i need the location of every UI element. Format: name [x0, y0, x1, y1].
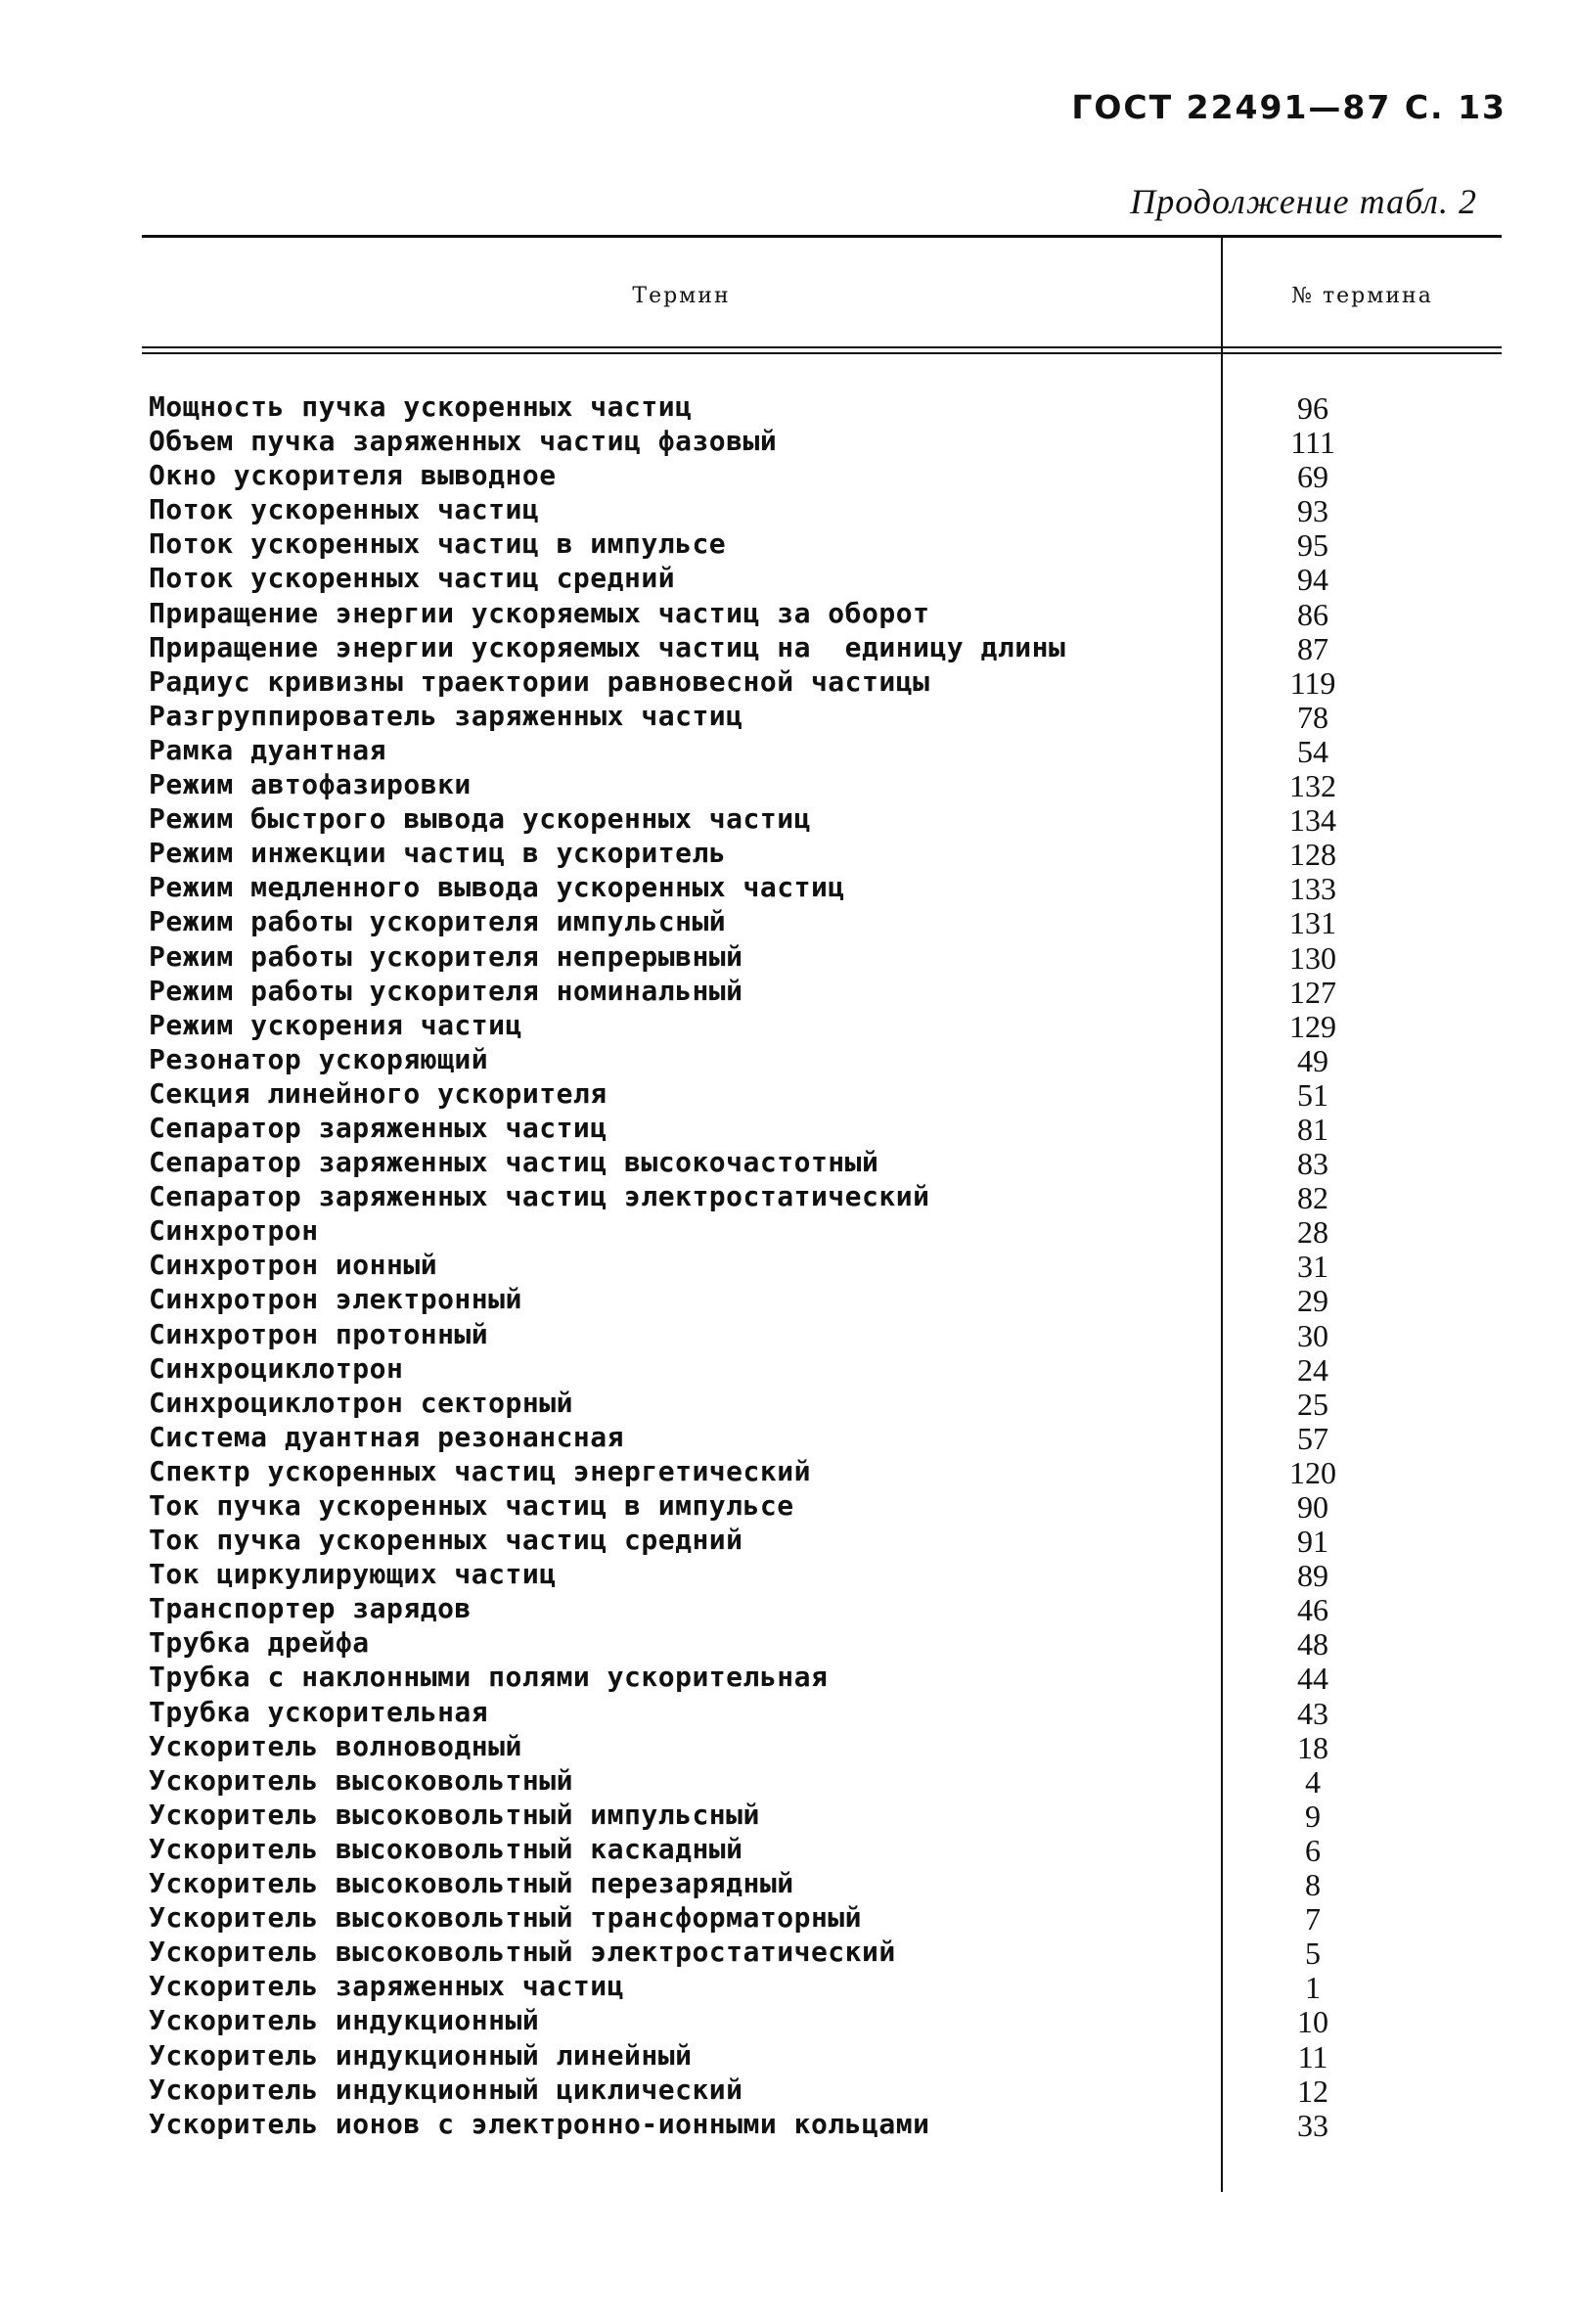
term-number: 57 — [1297, 1420, 1328, 1456]
term-text: Сепаратор заряженных частиц электростатический — [149, 1180, 930, 1213]
term-text: Ускоритель индукционный линейный — [149, 2038, 693, 2072]
table-row — [149, 1488, 1499, 1523]
term-number: 43 — [1297, 1695, 1328, 1731]
term-number: 89 — [1297, 1558, 1328, 1594]
table-row — [149, 1660, 1499, 1697]
term-number: 51 — [1297, 1076, 1328, 1113]
term-text: Ускоритель индукционный циклический — [149, 2073, 743, 2106]
term-number: 33 — [1297, 2107, 1328, 2143]
term-number: 93 — [1297, 493, 1328, 529]
term-number: 95 — [1297, 527, 1328, 564]
term-number: 24 — [1297, 1351, 1328, 1388]
term-text: Ускоритель высоковольтный перезарядный — [149, 1867, 794, 1900]
term-number: 129 — [1289, 1008, 1336, 1044]
term-number: 44 — [1297, 1661, 1328, 1697]
table-row — [149, 2003, 1499, 2040]
term-number: 46 — [1297, 1592, 1328, 1628]
table-row — [149, 1386, 1499, 1420]
term-text: Ускоритель ионов с электронно-ионными кольцами — [149, 2107, 930, 2140]
table-row — [149, 2073, 1499, 2107]
term-text: Синхротрон электронный — [149, 1283, 522, 1316]
table-row — [149, 492, 1499, 529]
table-row — [149, 1076, 1499, 1111]
term-text: Ускоритель индукционный — [149, 2004, 540, 2037]
table-row — [149, 2038, 1499, 2073]
term-number: 30 — [1297, 1317, 1328, 1353]
term-text: Сепаратор заряженных частиц — [149, 1111, 608, 1144]
table-row — [149, 1420, 1499, 1454]
term-number: 18 — [1297, 1729, 1328, 1765]
term-number: 120 — [1289, 1454, 1336, 1490]
term-number: 90 — [1297, 1489, 1328, 1525]
term-text: Режим быстрого вывода ускоренных частиц — [149, 802, 811, 836]
table-row — [149, 1557, 1499, 1594]
table-row — [149, 596, 1499, 630]
table-row — [149, 2107, 1499, 2141]
term-text: Режим работы ускорителя импульсный — [149, 905, 727, 938]
table-row — [149, 1625, 1499, 1663]
term-number: 11 — [1297, 2038, 1328, 2074]
term-text: Рамка дуантная — [149, 733, 387, 766]
term-number: 119 — [1289, 664, 1336, 701]
term-text: Радиус кривизны траектории равновесной частицы — [149, 664, 930, 698]
table-row — [149, 870, 1499, 907]
table-row — [149, 1729, 1499, 1763]
table-row — [149, 1317, 1499, 1351]
term-text: Режим автофазировки — [149, 768, 472, 801]
table-row — [149, 1213, 1499, 1251]
term-number: 9 — [1305, 1798, 1321, 1834]
table-row — [149, 1111, 1499, 1145]
term-text: Синхротрон ионный — [149, 1249, 438, 1282]
term-text: Поток ускоренных частиц — [149, 493, 540, 526]
term-number: 54 — [1297, 733, 1328, 769]
table-row — [149, 1935, 1499, 1972]
term-text: Ток циркулирующих частиц — [149, 1558, 557, 1591]
term-number: 6 — [1305, 1832, 1321, 1868]
table-row — [149, 526, 1499, 564]
term-text: Синхротрон — [149, 1214, 319, 1248]
table-row — [149, 939, 1499, 974]
term-text: Ускоритель волноводный — [149, 1729, 522, 1762]
term-number: 5 — [1305, 1936, 1321, 1972]
table-row — [149, 1900, 1499, 1935]
table-row — [149, 767, 1499, 804]
term-text: Режим инжекции частиц в ускоритель — [149, 837, 727, 870]
term-text: Приращение энергии ускоряемых частиц за оборот — [149, 596, 930, 629]
table-row — [149, 424, 1499, 461]
table-row — [149, 904, 1499, 941]
term-number: 94 — [1297, 562, 1328, 598]
term-number: 132 — [1289, 768, 1336, 804]
term-number: 131 — [1289, 905, 1336, 941]
table-row — [149, 1695, 1499, 1729]
term-number: 82 — [1297, 1180, 1328, 1216]
table-row — [149, 1351, 1499, 1386]
table-row — [149, 561, 1499, 598]
term-number: 87 — [1297, 630, 1328, 666]
term-text: Ускоритель высоковольтный импульсный — [149, 1798, 760, 1831]
term-text: Режим медленного вывода ускоренных частиц — [149, 871, 845, 904]
term-number: 96 — [1297, 390, 1328, 426]
table-row — [149, 458, 1499, 495]
header-double-rule — [142, 346, 1502, 354]
term-number: 28 — [1297, 1214, 1328, 1251]
term-text: Транспортер зарядов — [149, 1592, 472, 1625]
term-number: 1 — [1305, 1970, 1321, 2006]
table-row — [149, 1763, 1499, 1798]
table-row — [149, 1969, 1499, 2006]
term-text: Объем пучка заряженных частиц фазовый — [149, 425, 778, 458]
table-row — [149, 1248, 1499, 1285]
term-number: 25 — [1297, 1386, 1328, 1422]
term-text: Приращение энергии ускоряемых частиц на единицу длины — [149, 630, 1066, 663]
term-text: Трубка ускорительная — [149, 1695, 489, 1728]
table-row — [149, 664, 1499, 699]
term-text: Ускоритель высоковольтный трансформаторный — [149, 1901, 863, 1935]
table-row — [149, 1591, 1499, 1628]
term-text: Мощность пучка ускоренных частиц — [149, 390, 693, 423]
term-text: Окно ускорителя выводное — [149, 459, 557, 492]
term-text: Режим ускорения частиц — [149, 1008, 522, 1041]
term-number: 81 — [1297, 1111, 1328, 1147]
table-row — [149, 1042, 1499, 1076]
term-text: Секция линейного ускорителя — [149, 1076, 608, 1110]
term-text: Спектр ускоренных частиц энергетический — [149, 1454, 811, 1487]
term-text: Система дуантная резонансная — [149, 1420, 625, 1453]
table-row — [149, 1798, 1499, 1832]
term-number: 133 — [1289, 871, 1336, 907]
term-text: Синхротрон протонный — [149, 1317, 489, 1350]
term-text: Трубка дрейфа — [149, 1626, 370, 1660]
table-continuation-label: Продолжение табл. 2 — [1130, 182, 1477, 221]
table-top-rule — [142, 235, 1502, 238]
term-number: 127 — [1289, 974, 1336, 1010]
term-text: Резонатор ускоряющий — [149, 1042, 489, 1075]
term-text: Ток пучка ускоренных частиц средний — [149, 1524, 743, 1557]
term-text: Синхроциклотрон секторный — [149, 1386, 573, 1419]
term-number: 130 — [1289, 939, 1336, 976]
term-number: 128 — [1289, 837, 1336, 873]
table-row — [149, 1145, 1499, 1182]
term-text: Поток ускоренных частиц в импульсе — [149, 527, 727, 561]
term-text: Трубка с наклонными полями ускорительная — [149, 1661, 829, 1694]
term-number: 10 — [1297, 2004, 1328, 2040]
table-row — [149, 733, 1499, 767]
page-header: ГОСТ 22491—87 С. 13 — [1071, 88, 1507, 126]
table-row — [149, 836, 1499, 873]
term-text: Режим работы ускорителя непрерывный — [149, 939, 743, 973]
table-row — [149, 974, 1499, 1008]
term-number: 12 — [1297, 2073, 1328, 2109]
term-number: 4 — [1305, 1763, 1321, 1800]
column-header-number: № термина — [1291, 284, 1433, 308]
term-number: 83 — [1297, 1146, 1328, 1182]
term-number: 91 — [1297, 1524, 1328, 1560]
table-row — [149, 1523, 1499, 1560]
table-row — [149, 1008, 1499, 1042]
table-row — [149, 801, 1499, 839]
table-row — [149, 1866, 1499, 1903]
column-header-term: Термин — [632, 284, 731, 308]
term-table-body — [149, 389, 1499, 2141]
table-row — [149, 699, 1499, 733]
term-text: Ускоритель заряженных частиц — [149, 1970, 625, 2003]
term-number: 134 — [1289, 802, 1336, 839]
term-number: 78 — [1297, 699, 1328, 735]
term-text: Режим работы ускорителя номинальный — [149, 974, 743, 1007]
table-row — [149, 1179, 1499, 1216]
term-number: 86 — [1297, 596, 1328, 632]
term-text: Ускоритель высоковольтный электростатический — [149, 1936, 896, 1969]
term-text: Ускоритель высоковольтный каскадный — [149, 1832, 743, 1865]
term-number: 111 — [1290, 425, 1335, 461]
table-row — [149, 389, 1499, 424]
term-number: 49 — [1297, 1042, 1328, 1078]
term-text: Сепаратор заряженных частиц высокочастотный — [149, 1146, 879, 1179]
term-text: Поток ускоренных частиц средний — [149, 562, 676, 595]
term-text: Разгруппирователь заряженных частиц — [149, 699, 743, 732]
term-number: 31 — [1297, 1249, 1328, 1285]
term-number: 29 — [1297, 1283, 1328, 1319]
table-row — [149, 1282, 1499, 1319]
table-row — [149, 630, 1499, 664]
term-text: Ускоритель высоковольтный — [149, 1763, 573, 1797]
table-row — [149, 1832, 1499, 1866]
term-number: 7 — [1305, 1901, 1321, 1937]
term-text: Ток пучка ускоренных частиц в импульсе — [149, 1489, 794, 1522]
term-text: Синхроциклотрон — [149, 1351, 404, 1385]
term-number: 69 — [1297, 459, 1328, 495]
term-number: 8 — [1305, 1867, 1321, 1903]
table-row — [149, 1454, 1499, 1488]
term-number: 48 — [1297, 1626, 1328, 1663]
